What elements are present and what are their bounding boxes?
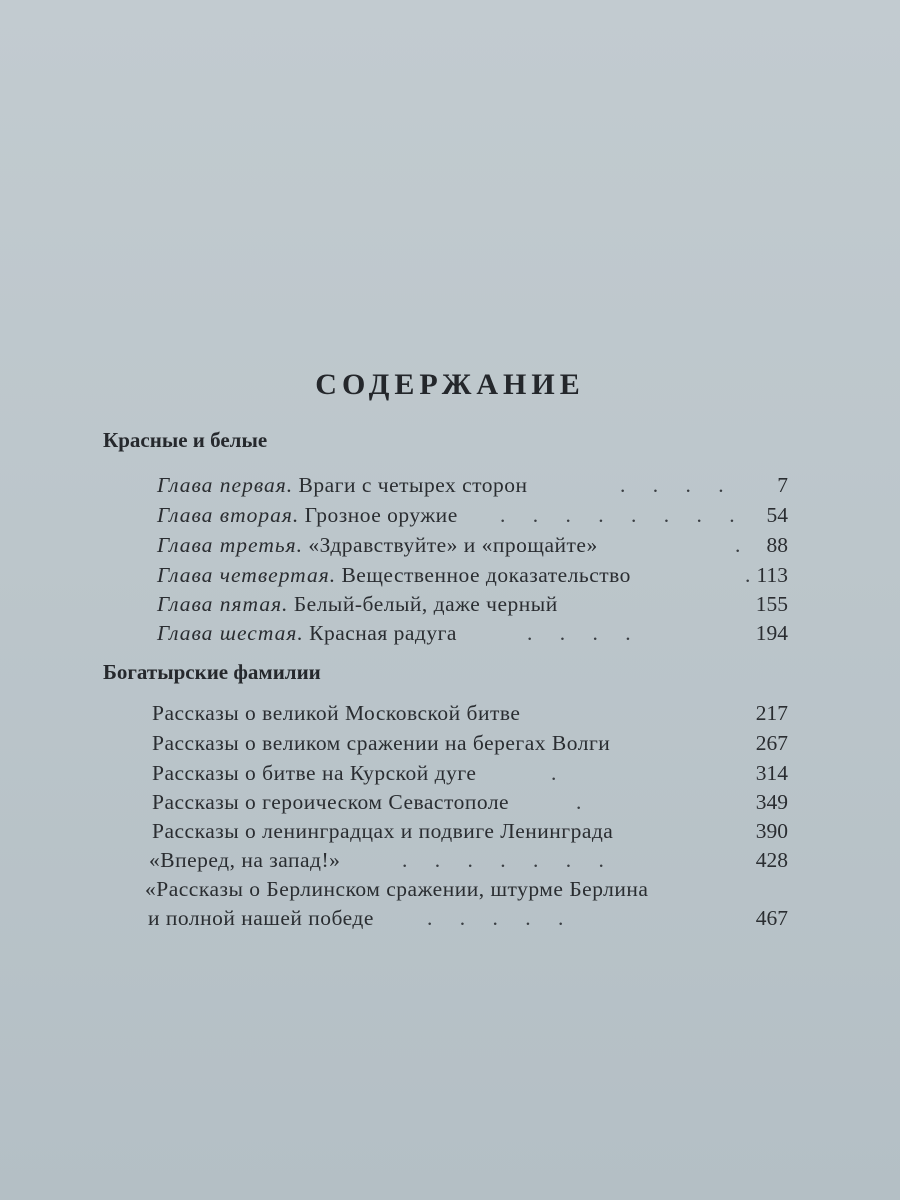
chapter-label: Глава третья. [157,533,303,557]
chapter-title: Вещественное доказательство [341,563,631,587]
page-number: 390 [755,819,788,843]
leader-dots: . . . . [620,473,735,497]
leader-dots: . . . . . . . [402,848,615,872]
page-number: 467 [755,906,788,930]
story-title: Рассказы о великом сражении на берегах Волги [152,731,611,755]
section-title: Красные и белые [103,428,268,452]
toc-entry [0,618,900,648]
toc-entry [0,787,900,817]
page-number: 349 [755,790,788,814]
story-title: Рассказы о великой Московской битве [152,701,521,725]
toc-entry [0,698,900,728]
leader-dots: . . . . [527,621,642,645]
story-title: «Вперед, на запад!» [149,848,341,872]
toc-entry-text [157,589,558,619]
chapter-title: Враги с четырех сторон [298,473,528,497]
toc-entry [0,728,900,758]
chapter-title: «Здравствуйте» и «прощайте» [308,533,598,557]
page-number: 314 [755,761,788,785]
toc-entry [0,470,900,500]
page-number: 113 [756,563,788,587]
chapter-title: Красная радуга [309,621,457,645]
page-number: 428 [755,848,788,872]
story-title: и полной нашей победе [148,906,374,930]
page-title: СОДЕРЖАНИЕ [315,368,585,401]
story-title: «Рассказы о Берлинском сражении, штурме Берлина [145,877,649,901]
toc-entry [0,874,900,904]
toc-entry-text [157,470,528,500]
toc-entry [0,589,900,619]
toc-entry [0,560,900,590]
story-title: Рассказы о ленинградцах и подвиге Ленинграда [152,819,614,843]
leader-dots: . [735,533,752,557]
page-number: 54 [766,503,788,527]
toc-entry [0,903,900,933]
page-number: 155 [755,592,788,616]
toc-entry [0,758,900,788]
toc-entry-text [157,530,598,560]
chapter-title: Грозное оружие [304,503,458,527]
story-title: Рассказы о героическом Севастополе [152,790,510,814]
page-number: 7 [777,473,788,497]
chapter-label: Глава пятая. [157,592,289,616]
chapter-title: Белый-белый, даже черный [293,592,558,616]
section-title: Богатырские фамилии [103,660,321,684]
toc-entry [0,530,900,560]
story-title: Рассказы о битве на Курской дуге [152,761,477,785]
chapter-label: Глава первая. [157,473,294,497]
leader-dots: . [745,563,762,587]
toc-entry-text [157,618,457,648]
toc-entry [0,816,900,846]
leader-dots: . . . . . . . . [500,503,746,527]
page-number: 88 [766,533,788,557]
chapter-label: Глава четвертая. [157,563,337,587]
toc-entry [0,500,900,530]
toc-entry-text [157,560,631,590]
page-number: 217 [755,701,788,725]
page-number: 194 [755,621,788,645]
page-number: 267 [755,731,788,755]
leader-dots: . [551,761,568,785]
leader-dots: . [576,790,593,814]
chapter-label: Глава шестая. [157,621,304,645]
leader-dots: . . . . . [427,906,575,930]
toc-entry-text [157,500,458,530]
chapter-label: Глава вторая. [157,503,300,527]
toc-entry [0,845,900,875]
